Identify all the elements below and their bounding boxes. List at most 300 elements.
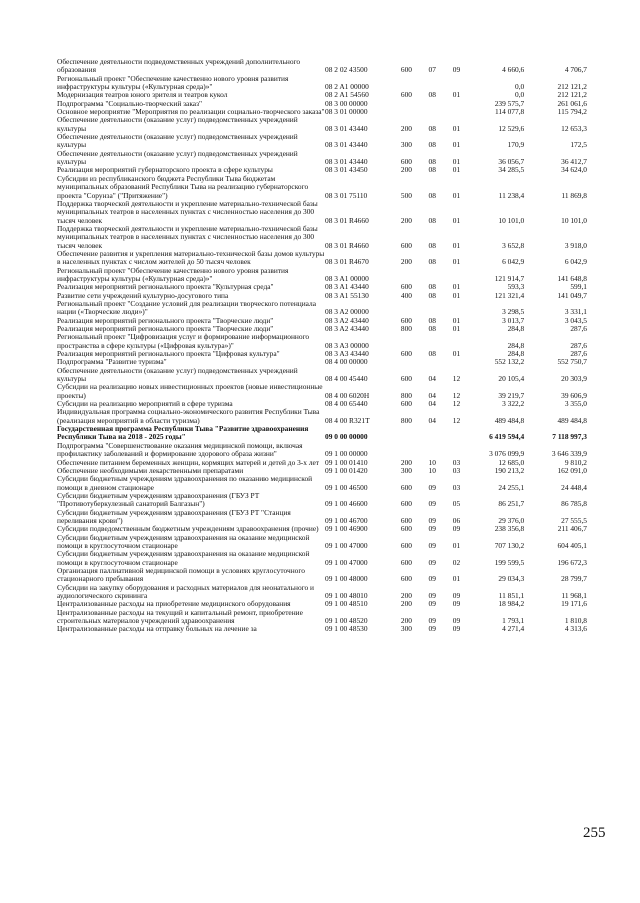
table-row [57,200,587,225]
table-row [57,509,587,526]
row-section [420,300,444,317]
row-code: 09 1 00 48010 [325,591,368,600]
row-amount-year-2: 6 042,9 [564,257,587,267]
row-subsection: 01 [452,190,461,200]
row-expense-type: 600 [400,557,412,567]
row-subsection: 01 [452,165,461,175]
row-expense-type: 600 [400,515,412,525]
row-section: 09 [428,482,436,492]
row-amount-year-2: 196 672,3 [557,557,587,567]
row-expense-type [393,267,420,284]
row-code: 08 2 A1 54560 [325,90,369,100]
row-expense-type: 200 [400,599,412,609]
row-code: 08 2 A1 00000 [325,82,369,92]
row-section: 08 [428,90,436,100]
row-amount-year-1: 3 298,5 [502,307,525,317]
row-amount-year-2: 1 810,8 [564,616,587,626]
row-subsection: 01 [452,324,461,333]
row-code: 09 1 00 47000 [325,557,368,567]
row-name: Субсидии подведомственным бюджетным учреждениям здравоохранения (прочие) [57,524,319,534]
row-name: Реализация мероприятий регионального проекта "Творческие люди" [57,324,274,333]
row-amount-year-1: 199 599,5 [494,557,525,567]
row-amount-year-2: 172,5 [570,140,587,150]
row-name: Субсидии бюджетным учреждениям здравоохранения (ГБУЗ РТ "Противотуберкулезный санаторий Балгазын") [57,490,260,509]
row-name: Реализация мероприятий регионального проекта "Творческие люди" [57,315,274,325]
row-amount-year-1: 4 271,4 [502,624,525,634]
row-amount-year-1: 239 575,7 [494,98,525,108]
row-expense-type: 600 [400,574,412,584]
table-row [57,492,587,509]
row-amount-year-2: 7 118 997,3 [552,432,587,442]
row-amount-year-1: 20 105,4 [498,374,525,384]
row-subsection: 12 [452,374,461,384]
row-name: Субсидии бюджетным учреждениям здравоохранения по оказанию медицинской помощи в дневном стационаре [57,474,313,492]
row-code: 08 4 00 6020H [325,390,370,400]
row-subsection: 01 [452,215,461,225]
row-expense-type [393,300,420,317]
row-amount-year-2: 287,6 [570,349,587,359]
row-subsection: 09 [452,616,461,626]
row-subsection: 01 [452,349,461,359]
table-row [57,425,587,442]
row-code: 09 1 00 48520 [325,616,368,626]
row-amount-year-1: 11 851,1 [498,591,525,600]
row-amount-year-2: 28 799,7 [561,574,587,584]
row-amount-year-2: 20 303,9 [561,374,587,384]
row-name: Субсидии из республиканского бюджета Республики Тыва бюджетам муниципальных образований Республики Тыва на реализацию губернаторского проекта "Сорунза" ("Притяжение") [57,173,309,200]
table-row [57,133,587,150]
row-section [420,100,444,108]
row-subsection: 12 [452,399,461,409]
row-subsection: 01 [452,240,461,250]
row-subsection: 01 [452,540,461,550]
row-code: 08 3 A2 43440 [325,315,369,325]
row-name: Субсидии бюджетным учреждениям здравоохранения на оказание медицинской помощи в круглосуточном стационаре [57,549,310,567]
row-expense-type [393,333,420,350]
row-expense-type: 600 [400,349,412,359]
row-expense-type [393,108,420,116]
row-amount-year-1: 0,0 [515,90,525,100]
row-code: 09 1 00 48530 [325,624,368,634]
row-subsection: 01 [452,157,461,167]
row-expense-type: 600 [400,374,412,384]
row-subsection: 01 [452,90,461,100]
row-code: 08 3 01 R4660 [325,215,369,225]
row-expense-type: 200 [400,457,412,467]
table-row [57,584,587,601]
table-row [57,58,587,75]
table-row [57,367,587,384]
row-code: 08 3 01 43440 [325,123,368,133]
row-section: 09 [428,624,436,634]
row-section: 09 [428,557,436,567]
row-amount-year-2: 11 968,1 [561,591,587,600]
row-name: Централизованные расходы на текущий и капитальный ремонт, приобретение строительных материалов учреждений здравоохранения [57,607,303,626]
row-section: 10 [428,465,436,475]
row-subsection: 03 [452,465,461,475]
row-section: 08 [428,240,436,250]
row-amount-year-2: 489 484,8 [557,415,587,425]
row-amount-year-1: 284,8 [507,340,525,350]
row-code: 08 3 01 00000 [325,107,368,117]
row-subsection: 01 [452,123,461,133]
row-amount-year-1: 1 793,1 [502,616,525,626]
row-code: 09 1 00 48510 [325,599,368,609]
row-amount-year-1: 170,9 [507,140,525,150]
row-code: 08 2 02 43500 [325,65,368,75]
row-expense-type: 600 [400,540,412,550]
row-subsection [444,300,468,317]
row-expense-type: 600 [400,399,412,409]
table-row [57,475,587,492]
row-name: Подпрограмма "Социально-творческий заказ" [57,98,203,108]
row-expense-type: 300 [400,624,412,634]
row-amount-year-1: 593,3 [507,282,525,292]
row-subsection: 01 [452,574,461,584]
row-expense-type: 800 [400,415,412,425]
row-expense-type: 400 [400,290,412,300]
row-amount-year-2: 4 313,6 [564,624,587,634]
row-amount-year-2: 39 606,9 [561,390,587,400]
table-row [57,150,587,167]
row-subsection [444,267,468,284]
row-subsection [444,442,468,459]
row-amount-year-1: 6 419 594,4 [489,432,525,442]
row-code: 08 3 A3 00000 [325,340,369,350]
row-code: 08 3 A2 43440 [325,324,369,333]
row-subsection [444,333,468,350]
row-section [420,425,444,442]
row-section [420,267,444,284]
row-amount-year-2: 141 648,8 [557,273,587,283]
row-section: 09 [428,499,436,509]
row-subsection [444,425,468,442]
row-amount-year-2: 162 091,0 [557,465,587,475]
row-expense-type: 800 [400,324,412,333]
row-code: 08 3 A1 55130 [325,290,369,300]
row-amount-year-1: 190 213,2 [494,465,525,475]
table-row [57,442,587,459]
row-section: 08 [428,315,436,325]
row-code: 09 1 00 46700 [325,515,368,525]
row-expense-type: 300 [400,140,412,150]
row-code: 09 1 00 46500 [325,482,368,492]
row-amount-year-2: 115 794,2 [557,107,587,117]
row-expense-type: 200 [400,215,412,225]
row-name: Региональный проект "Обеспечение качественно нового уровня развития инфраструктуры культуры («Культурная среда)»" [57,265,289,283]
row-name: Реализация мероприятий регионального проекта "Культурная среда" [57,282,274,292]
row-amount-year-1: 18 984,2 [498,599,525,609]
row-name: Субсидии на закупку оборудования и расходных материалов для неонатального и аудиологического скрининга [57,582,314,600]
row-expense-type: 600 [400,240,412,250]
row-amount-year-2: 11 869,8 [561,190,587,200]
page-number: 255 [583,825,606,841]
row-code: 08 4 00 45440 [325,374,368,384]
row-amount-year-1: 552 132,2 [494,357,525,367]
row-amount-year-2: 36 412,7 [561,157,587,167]
row-subsection: 06 [452,515,461,525]
row-code: 09 1 00 01420 [325,465,368,475]
table-row [57,75,587,92]
row-expense-type: 800 [400,390,412,400]
row-code: 09 1 00 46600 [325,499,368,509]
row-amount-year-2: 3 355,0 [564,399,587,409]
row-name: Подпрограмма "Совершенствование оказания медицинской помощи, включая профилактику заболеваний и формирование здорового образа жизни" [57,440,303,459]
row-amount-year-1: 3 013,7 [502,315,525,325]
row-subsection [444,108,468,116]
row-amount-year-2: 552 750,7 [557,357,587,367]
row-amount-year-2: 211 406,7 [557,524,587,534]
row-section: 08 [428,257,436,267]
row-code: 08 3 A1 43440 [325,282,369,292]
row-name: Обеспечение деятельности (оказание услуг) подведомственных учреждений культуры [57,365,298,384]
row-name: Обеспечение деятельности подведомственных учреждений дополнительного образования [57,57,301,75]
row-code: 08 4 00 00000 [325,357,368,367]
row-code: 08 3 A2 00000 [325,307,369,317]
row-section: 09 [428,574,436,584]
row-amount-year-2: 287,6 [570,324,587,333]
budget-table [57,58,587,634]
row-section [420,442,444,459]
row-name: Организация паллиативной медицинской помощи в условиях круглосуточного стационарного пребывания [57,565,305,584]
row-code: 09 1 00 46900 [325,524,368,534]
row-amount-year-2: 3 646 339,9 [551,449,587,459]
row-section: 08 [428,190,436,200]
row-subsection [444,100,468,108]
row-section: 09 [428,599,436,609]
table-row [57,175,587,200]
row-amount-year-1: 0,0 [515,82,525,92]
row-amount-year-2: 9 810,2 [564,457,587,467]
row-section: 10 [428,457,436,467]
row-expense-type [393,358,420,366]
row-section: 09 [428,616,436,626]
row-expense-type: 600 [400,90,412,100]
row-expense-type [393,442,420,459]
row-expense-type [393,100,420,108]
row-amount-year-2: 19 171,6 [561,599,587,609]
row-name: Развитие сети учреждений культурно-досугового типа [57,290,229,300]
row-code: 09 0 00 00000 [325,432,368,442]
row-name: Региональный проект "Обеспечение качественно нового уровня развития инфраструктуры культуры («Культурная среда)»" [57,73,289,92]
row-name: Модернизация театров юного зрителя и театров кукол [57,90,228,100]
row-code: 09 1 00 01410 [325,457,368,467]
row-section: 08 [428,290,436,300]
row-code: 08 3 01 R4660 [325,240,369,250]
table-row [57,383,587,400]
row-amount-year-1: 284,8 [507,324,525,333]
row-amount-year-2: 4 706,7 [564,65,587,75]
row-amount-year-1: 10 101,0 [498,215,525,225]
row-section: 08 [428,349,436,359]
row-expense-type: 600 [400,482,412,492]
row-section: 09 [428,524,436,534]
row-amount-year-2: 86 785,8 [561,499,587,509]
table-row [57,609,587,626]
row-amount-year-1: 36 056,7 [498,157,525,167]
row-section [420,108,444,116]
row-expense-type: 200 [400,165,412,175]
row-code: 08 3 01 43440 [325,157,368,167]
row-section [420,358,444,366]
row-subsection: 01 [452,282,461,292]
row-amount-year-1: 11 238,4 [498,190,525,200]
row-code: 08 3 01 R4670 [325,257,369,267]
table-row [57,250,587,267]
row-name: Обеспечение питанием беременных женщин, кормящих матерей и детей до 3-х лет [57,457,320,467]
row-amount-year-1: 3 652,8 [502,240,525,250]
row-name: Обеспечение деятельности (оказание услуг) подведомственных учреждений культуры [57,148,298,167]
row-code: 08 3 01 43450 [325,165,368,175]
row-section: 07 [428,65,436,75]
row-amount-year-1: 121 914,7 [494,273,525,283]
row-code: 08 3 A3 43440 [325,349,369,359]
row-name: Подпрограмма "Развитие туризма" [57,357,167,367]
row-amount-year-2: 3 043,5 [564,315,587,325]
row-amount-year-1: 4 660,6 [502,65,525,75]
table-row [57,116,587,133]
row-name: Централизованные расходы на приобретение медицинского оборудования [57,599,291,609]
row-section [420,333,444,350]
row-code: 09 1 00 48000 [325,574,368,584]
table-row [57,625,587,633]
table-row [57,408,587,425]
table-row [57,567,587,584]
row-code: 08 3 01 75110 [325,190,368,200]
table-row [57,550,587,567]
row-section: 04 [428,399,436,409]
row-name: Обеспечение деятельности (оказание услуг) подведомственных учреждений культуры [57,115,298,133]
row-expense-type: 500 [400,190,412,200]
row-expense-type: 200 [400,616,412,626]
row-expense-type: 600 [400,524,412,534]
row-subsection: 03 [452,457,461,467]
row-section: 08 [428,165,436,175]
table-row [57,333,587,350]
row-section: 04 [428,374,436,384]
row-name: Поддержка творческой деятельности и укрепление материально-технической базы муниципальных театров в населенных пунктах с численностью населения до 300 тысяч человек [57,198,318,225]
row-name: Субсидии на реализацию мероприятий в сфере туризма [57,399,233,409]
row-name: Субсидии на реализацию новых инвестиционных проектов (новые инвестиционные проекты) [57,382,323,400]
row-name: Обеспечение развития и укрепления материально-технической базы домов культуры в населенных пунктах с числом жителей до 50 тысяч человек [57,248,325,267]
row-amount-year-2: 287,6 [570,340,587,350]
row-section: 08 [428,324,436,333]
row-amount-year-1: 238 356,8 [494,524,525,534]
row-code: 08 3 00 00000 [325,98,368,108]
row-subsection: 02 [452,557,461,567]
row-subsection: 12 [452,390,461,400]
row-amount-year-1: 34 285,5 [498,165,525,175]
row-name: Централизованные расходы на отправку больных на лечение за [57,624,257,634]
row-section: 09 [428,591,436,600]
row-subsection: 03 [452,482,461,492]
row-name: Региональный проект "Создание условий для реализации творческого потенциала нации («Творческие люди»)" [57,298,316,317]
row-code: 08 3 A1 00000 [325,273,369,283]
table-row [57,225,587,250]
row-subsection: 09 [452,591,461,600]
row-subsection [444,75,468,92]
row-expense-type: 600 [400,65,412,75]
row-subsection [444,358,468,366]
row-subsection: 09 [452,65,461,75]
row-name: Поддержка творческой деятельности и укрепление материально-технической базы муниципальных театров в населенных пунктах с численностью населения до 300 тысяч человек [57,223,318,250]
row-expense-type: 200 [400,591,412,600]
row-section: 08 [428,157,436,167]
row-name: Обеспечение деятельности (оказание услуг) подведомственных учреждений культуры [57,132,298,150]
row-amount-year-1: 121 321,4 [494,290,525,300]
row-expense-type [393,75,420,92]
row-expense-type: 200 [400,123,412,133]
row-amount-year-2: 27 555,5 [561,515,587,525]
row-amount-year-2: 212 121,2 [557,82,587,92]
row-subsection: 01 [452,315,461,325]
row-section: 08 [428,140,436,150]
row-amount-year-2: 212 121,2 [557,90,587,100]
row-amount-year-1: 3 076 099,9 [489,449,525,459]
row-expense-type: 600 [400,282,412,292]
row-section: 04 [428,390,436,400]
row-subsection: 01 [452,290,461,300]
row-expense-type: 600 [400,499,412,509]
row-subsection: 05 [452,499,461,509]
row-subsection: 09 [452,524,461,534]
row-expense-type: 300 [400,465,412,475]
row-name: Реализация мероприятий губернаторского проекта в сфере культуры [57,165,273,175]
row-section: 04 [428,415,436,425]
row-amount-year-2: 12 653,3 [561,123,587,133]
row-expense-type: 600 [400,315,412,325]
row-code: 08 3 01 43440 [325,140,368,150]
table-row [57,300,587,317]
row-amount-year-1: 29 034,3 [498,574,525,584]
row-amount-year-2: 3 918,0 [564,240,587,250]
row-amount-year-1: 489 484,8 [494,415,525,425]
row-amount-year-1: 284,8 [507,349,525,359]
row-name: Обеспечение необходимыми лекарственными препаратами [57,465,244,475]
row-name: Государственная программа Республики Тыва "Развитие здравоохранения Республики Тыва на 2018 - 2025 годы" [57,424,309,442]
row-amount-year-2: 10 101,0 [561,215,587,225]
table-row [57,267,587,284]
row-expense-type [393,425,420,442]
row-code: 09 1 00 00000 [325,449,368,459]
row-section: 08 [428,215,436,225]
row-amount-year-1: 6 042,9 [502,257,525,267]
row-code: 08 4 00 65440 [325,399,368,409]
row-amount-year-1: 3 322,2 [502,399,525,409]
row-amount-year-2: 3 331,1 [564,307,587,317]
row-name: Индивидуальная программа социально-экономического развития Республики Тыва (реализация мероприятий в области туризма) [57,407,320,425]
row-amount-year-1: 39 219,7 [498,390,525,400]
row-amount-year-1: 86 251,7 [498,499,525,509]
row-code: 09 1 00 47000 [325,540,368,550]
row-section: 09 [428,540,436,550]
row-amount-year-1: 707 130,2 [494,540,525,550]
row-subsection: 09 [452,624,461,634]
table-row [57,534,587,551]
row-expense-type: 200 [400,257,412,267]
row-subsection: 12 [452,415,461,425]
row-amount-year-2: 24 448,4 [561,482,587,492]
row-expense-type: 600 [400,157,412,167]
row-name: Основное мероприятие "Мероприятия по реализации социально-творческого заказа" [57,107,325,117]
row-amount-year-2: 599,1 [570,282,587,292]
row-name: Региональный проект "Цифровизация услуг и формирование информационного пространства в сфере культуры («Цифровая культура»)" [57,332,310,350]
row-amount-year-1: 12 685,0 [498,457,525,467]
row-section [420,75,444,92]
row-name: Реализация мероприятий регионального проекта "Цифровая культура" [57,349,280,359]
row-name: Субсидии бюджетным учреждениям здравоохранения на оказание медицинской помощи в круглосуточном стационаре [57,532,310,550]
row-amount-year-1: 114 077,8 [494,107,525,117]
